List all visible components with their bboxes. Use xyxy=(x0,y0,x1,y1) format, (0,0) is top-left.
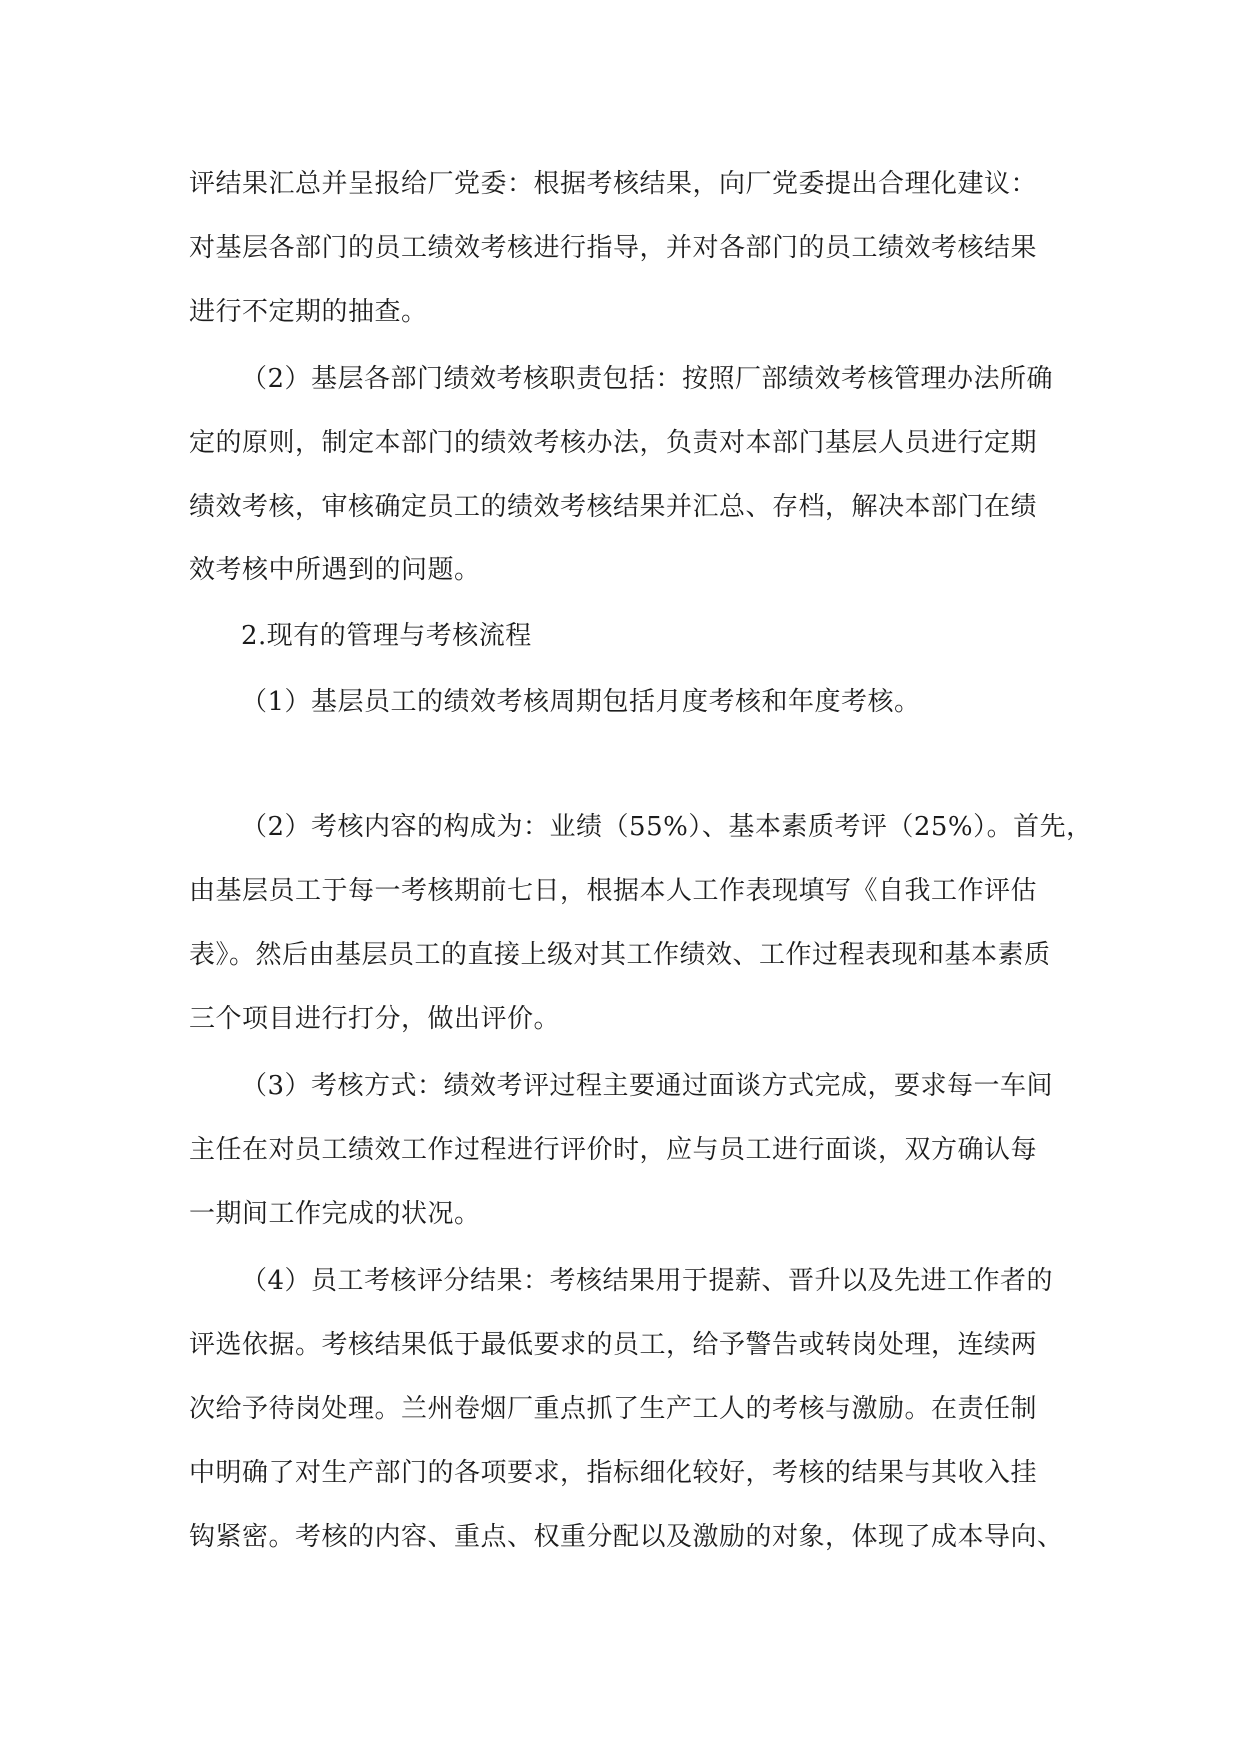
text-line: 效考核中所遇到的问题。 xyxy=(189,555,481,585)
text-line: （1）基层员工的绩效考核周期包括月度考核和年度考核。 xyxy=(241,687,921,717)
text-line: 由基层员工于每一考核期前七日，根据本人工作表现填写《自我工作评估 xyxy=(189,876,1038,906)
text-line: 表》。然后由基层员工的直接上级对其工作绩效、工作过程表现和基本素质 xyxy=(189,940,1051,970)
text-line: 三个项目进行打分，做出评价。 xyxy=(189,1004,561,1034)
text-line: 钩紧密。考核的内容、重点、权重分配以及激励的对象，体现了成本导向、 xyxy=(189,1522,1064,1552)
text-line: （2）考核内容的构成为：业绩（55%）、基本素质考评（25%）。首先， xyxy=(241,812,1093,842)
text-line: 中明确了对生产部门的各项要求，指标细化较好，考核的结果与其收入挂 xyxy=(189,1458,1038,1488)
text-line: 评结果汇总并呈报给厂党委：根据考核结果，向厂党委提出合理化建议： xyxy=(189,169,1038,199)
text-line: 进行不定期的抽查。 xyxy=(189,297,428,327)
text-line: 主任在对员工绩效工作过程进行评价时，应与员工进行面谈，双方确认每 xyxy=(189,1135,1038,1165)
text-line: 次给予待岗处理。兰州卷烟厂重点抓了生产工人的考核与激励。在责任制 xyxy=(189,1394,1038,1424)
text-line: 定的原则，制定本部门的绩效考核办法，负责对本部门基层人员进行定期 xyxy=(189,428,1038,458)
text-line: 绩效考核，审核确定员工的绩效考核结果并汇总、存档，解决本部门在绩 xyxy=(189,492,1038,522)
text-line: （2）基层各部门绩效考核职责包括：按照厂部绩效考核管理办法所确 xyxy=(241,364,1054,394)
text-line: 对基层各部门的员工绩效考核进行指导，并对各部门的员工绩效考核结果 xyxy=(189,233,1038,263)
text-line: （3）考核方式：绩效考评过程主要通过面谈方式完成，要求每一车间 xyxy=(241,1071,1054,1101)
text-line: 评选依据。考核结果低于最低要求的员工，给予警告或转岗处理，连续两 xyxy=(189,1330,1038,1360)
text-line: （4）员工考核评分结果：考核结果用于提薪、晋升以及先进工作者的 xyxy=(241,1266,1054,1296)
section-heading: 2.现有的管理与考核流程 xyxy=(241,621,532,651)
text-line: 一期间工作完成的状况。 xyxy=(189,1199,481,1229)
